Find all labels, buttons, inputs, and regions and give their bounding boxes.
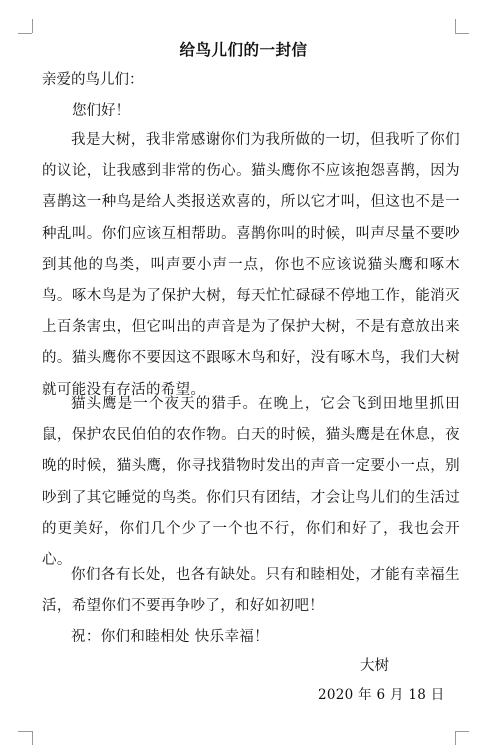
margin-mark-bottom-right-v (455, 731, 456, 745)
letter-signature: 大树 (360, 658, 389, 674)
margin-mark-bottom-left-v (32, 731, 33, 745)
margin-mark-bottom-left-h (18, 731, 32, 732)
letter-body-4 (42, 622, 460, 653)
letter-title: 给鸟儿们的一封信 (179, 40, 308, 59)
letter-paragraph: 猫头鹰是一个夜天的猎手。在晚上，它会飞到田地里抓田鼠，保护农民伯伯的农作物。白天的时候，猫头鹰是在休息，夜晚的时候，猫头鹰，你寻找猎物时发出的声音一定要小一点，别吵到了其它睡觉的鸟类。你们只有团结，才会让鸟儿们的生活过的更美好，你们几个少了一个也不行，你们和好了，我也会开心。 (42, 396, 460, 569)
letter-body-3 (42, 560, 460, 622)
letter-date: 2020 年 6 月 18 日 (318, 687, 445, 703)
margin-mark-top-right-h (455, 33, 469, 34)
letter-paragraph: 你们各有长处，也各有缺处。只有和睦相处，才能有幸福生活，希望你们不要再争吵了，和好如初吧！ (42, 567, 460, 615)
letter-body (42, 125, 460, 406)
margin-mark-top-left-v (32, 19, 33, 33)
margin-mark-top-left-h (18, 33, 32, 34)
letter-closing-wish: 祝：你们和睦相处 快乐幸福！ (71, 629, 270, 645)
margin-mark-top-right-v (455, 19, 456, 33)
letter-greeting: 您们好！ (72, 103, 130, 119)
margin-mark-bottom-right-h (455, 731, 469, 732)
letter-body-2 (42, 389, 460, 576)
letter-salutation: 亲爱的鸟儿们： (42, 72, 144, 88)
letter-paragraph: 我是大树，我非常感谢你们为我所做的一切，但我听了你们的议论，让我感到非常的伤心。猫头鹰你不应该抱怨喜鹊，因为喜鹊这一种鸟是给人类报送欢喜的，所以它才叫，但这也不是一种乱叫。你们应该互相帮助。喜鹊你叫的时候，叫声尽量不要吵到其他的鸟类，叫声要小声一点，你也不应该说猫头鹰和啄木鸟。啄木鸟是为了保护大树，每天忙忙碌碌不停地工作，能消灭上百条害虫，但它叫出的声音是为了保护大树，不是有意放出来的。猫头鹰你不要因这不跟啄木鸟和好，没有啄木鸟，我们大树就可能没有存活的希望。 (42, 132, 460, 398)
